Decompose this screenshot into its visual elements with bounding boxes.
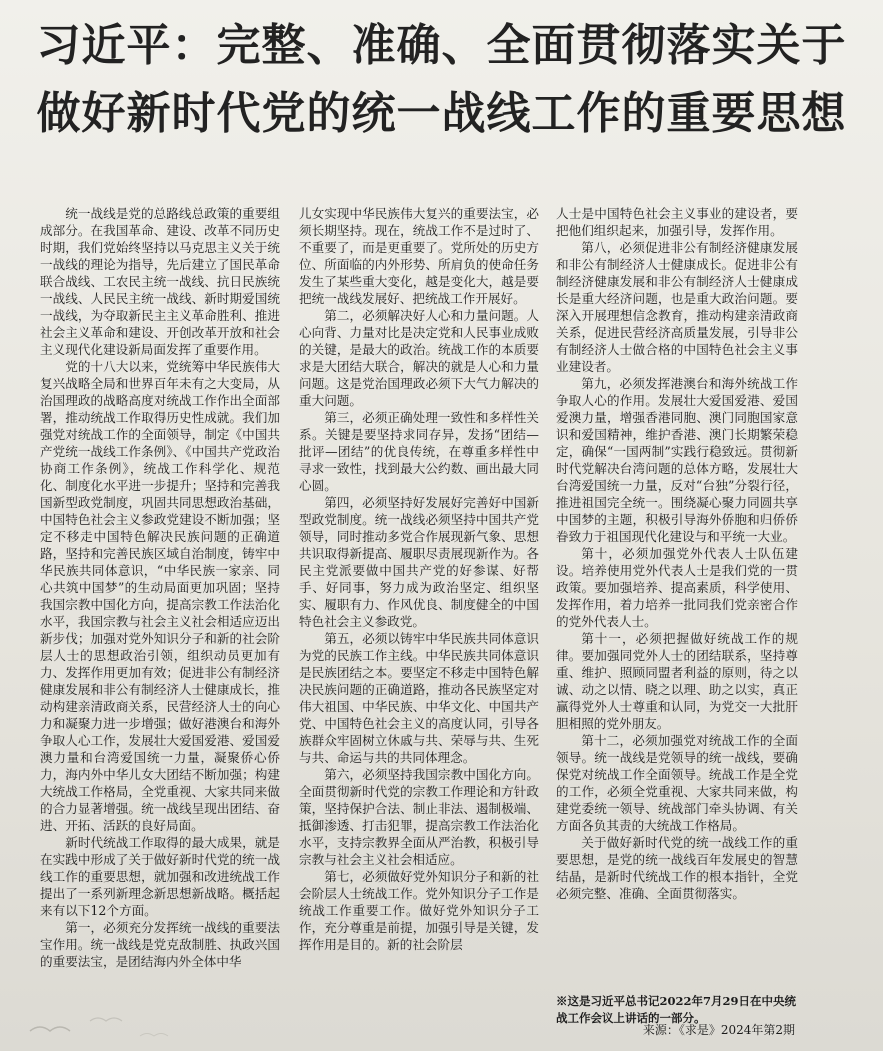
paragraph: 第十，必须加强党外代表人士队伍建设。培养使用党外代表人士是我们党的一贯政策。要加强培养、提高素质，科学使用、发挥作用，着力培养一批同我们党亲密合作的党外代表人士。 [556, 546, 798, 629]
paragraph: 第三，必须正确处理一致性和多样性关系。关键是要坚持求同存异，发扬“团结—批评—团结”的优良传统，在尊重多样性中寻求一致性，找到最大公约数、画出最大同心圆。 [299, 410, 539, 493]
paragraph: 人士是中国特色社会主义事业的建设者，要把他们组织起来，加强引导，发挥作用。 [556, 206, 798, 238]
decorative-birds-graphic [0, 961, 260, 1051]
paragraph: 第九，必须发挥港澳台和海外统战工作争取人心的作用。发展壮大爱国爱港、爱国爱澳力量，增强香港同胞、澳门同胞国家意识和爱国精神，维护香港、澳门长期繁荣稳定，确保“一国两制”实践行稳致远。贯彻新时代党解决台湾问题的总体方略，发展壮大台湾爱国统一力量，反对“台独”分裂行径，推进祖国完全统一。围绕凝心聚力同圆共享中国梦的主题，积极引导海外侨胞和归侨侨眷致力于祖国现代化建设与和平统一大业。 [556, 376, 798, 544]
title-line-2: 做好新时代党的统一战线工作的重要思想 [36, 88, 847, 139]
text-column-2 [299, 205, 539, 953]
paragraph: 关于做好新时代党的统一战线工作的重要思想，是党的统一战线百年发展史的智慧结晶，是新时代统战工作的根本指针，全党必须完整、准确、全面贯彻落实。 [556, 835, 798, 901]
paragraph: 第一，必须充分发挥统一战线的重要法宝作用。统一战线是党克敌制胜、执政兴国的重要法宝，是团结海内外全体中华 [40, 920, 280, 969]
paragraph: 第七，必须做好党外知识分子和新的社会阶层人士统战工作。党外知识分子工作是统战工作重要工作。做好党外知识分子工作，充分尊重是前提，加强引导是关键，发挥作用是目的。新的社会阶层 [299, 869, 539, 952]
text-column-1 [40, 205, 280, 970]
source-credit: 来源：《求是》2024年第2期 [642, 1023, 795, 1037]
article-title [10, 14, 873, 146]
title-line-1: 习近平：完整、准确、全面贯彻落实关于 [36, 20, 847, 71]
paragraph: 第二，必须解决好人心和力量问题。人心向背、力量对比是决定党和人民事业成败的关键，是最大的政治。统战工作的本质要求是大团结大联合，解决的就是人心和力量问题。这是党治国理政必须下大气力解决的重大问题。 [299, 308, 539, 408]
paragraph: 儿女实现中华民族伟大复兴的重要法宝，必须长期坚持。现在，统战工作不是过时了、不重要了，而是更重要了。党所处的历史方位、所面临的内外形势、所肩负的使命任务发生了某些重大变化，越是变化大，越是要把统一战线发展好、把统战工作开展好。 [299, 206, 539, 306]
paragraph: 第四，必须坚持好发展好完善好中国新型政党制度。统一战线必须坚持中国共产党领导，同时推动多党合作展现新气象、思想共识取得新提高、履职尽责展现新作为。各民主党派要做中国共产党的好参谋、好帮手、好同事，努力成为政治坚定、组织坚实、履职有力、作风优良、制度健全的中国特色社会主义参政党。 [299, 495, 539, 629]
paragraph: 第十一，必须把握做好统战工作的规律。要加强同党外人士的团结联系，坚持尊重、维护、照顾同盟者利益的原则，待之以诚、动之以情、晓之以理、助之以实，真正赢得党外人士尊重和认同，为党交一大批肝胆相照的党外朋友。 [556, 631, 798, 731]
paragraph: 新时代统战工作取得的最大成果，就是在实践中形成了关于做好新时代党的统一战线工作的重要思想，就加强和改进统战工作提出了一系列新理念新思想新战略。概括起来有以下12个方面。 [40, 835, 280, 918]
paragraph: 党的十八大以来，党统筹中华民族伟大复兴战略全局和世界百年未有之大变局，从治国理政的战略高度对统战工作作出全面部署，推动统战工作取得历史性成就。我们加强党对统战工作的全面领导，制定《中国共产党统一战线工作条例》、《中国共产党政治协商工作条例》，统战工作科学化、规范化、制度化水平进一步提升；坚持和完善我国新型政党制度，巩固共同思想政治基础，中国特色社会主义参政党建设不断加强；坚定不移走中国特色解决民族问题的正确道路，坚持和完善民族区域自治制度，铸牢中华民族共同体意识，“中华民族一家亲、同心共筑中国梦”的生动局面更加巩固；坚持我国宗教中国化方向，提高宗教工作法治化水平，我国宗教与社会主义社会相适应迈出新步伐；加强对党外知识分子和新的社会阶层人士的思想政治引领，组织动员更加有力、发挥作用更加有效；促进非公有制经济健康发展和非公有制经济人士健康成长，推动构建亲清政商关系，民营经济人士的向心力和凝聚力进一步增强；做好港澳台和海外争取人心工作，发展壮大爱国爱港、爱国爱澳力量和台湾爱国统一力量，凝聚侨心侨力，海内外中华儿女大团结不断加强；构建大统战工作格局，全党重视、大家共同来做的合力显著增强。统一战线呈现出团结、奋进、开拓、活跃的良好局面。 [40, 359, 280, 833]
paragraph: 第八，必须促进非公有制经济健康发展和非公有制经济人士健康成长。促进非公有制经济健康发展和非公有制经济人士健康成长是重大经济问题，也是重大政治问题。要深入开展理想信念教育，推动构建亲清政商关系，促进民营经济高质量发展，引导非公有制经济人士做合格的中国特色社会主义事业建设者。 [556, 240, 798, 374]
text-column-3 [556, 205, 798, 902]
paragraph: 第五，必须以铸牢中华民族共同体意识为党的民族工作主线。中华民族共同体意识是民族团结之本。要坚定不移走中国特色解决民族问题的正确道路，推动各民族坚定对伟大祖国、中华民族、中华文化、中国共产党、中国特色社会主义的高度认同，引导各族群众牢固树立休戚与共、荣辱与共、生死与共、命运与共的共同体理念。 [299, 631, 539, 765]
paragraph: 统一战线是党的总路线总政策的重要组成部分。在我国革命、建设、改革不同历史时期，我们党始终坚持以马克思主义关于统一战线的理论为指导，先后建立了国民革命联合战线、工农民主统一战线、抗日民族统一战线、人民民主统一战线、新时期爱国统一战线，为夺取新民主主义革命胜利、推进社会主义革命和建设、开创改革开放和社会主义现代化建设新局面发挥了重要作用。 [40, 206, 280, 357]
paragraph: 第六，必须坚持我国宗教中国化方向。全面贯彻新时代党的宗教工作理论和方针政策，坚持保护合法、制止非法、遏制极端、抵御渗透、打击犯罪，提高宗教工作法治化水平，支持宗教界全面从严治教，积极引导宗教与社会主义社会相适应。 [299, 767, 539, 867]
footnote: ※这是习近平总书记2022年7月29日在中央统战工作会议上讲话的一部分。 [556, 994, 797, 1025]
paragraph: 第十二，必须加强党对统战工作的全面领导。统一战线是党领导的统一战线，要确保党对统战工作全面领导。统战工作是全党的工作，必须全党重视、大家共同来做，构建党委统一领导、统战部门牵头协调、有关方面各负其责的大统战工作格局。 [556, 733, 798, 833]
